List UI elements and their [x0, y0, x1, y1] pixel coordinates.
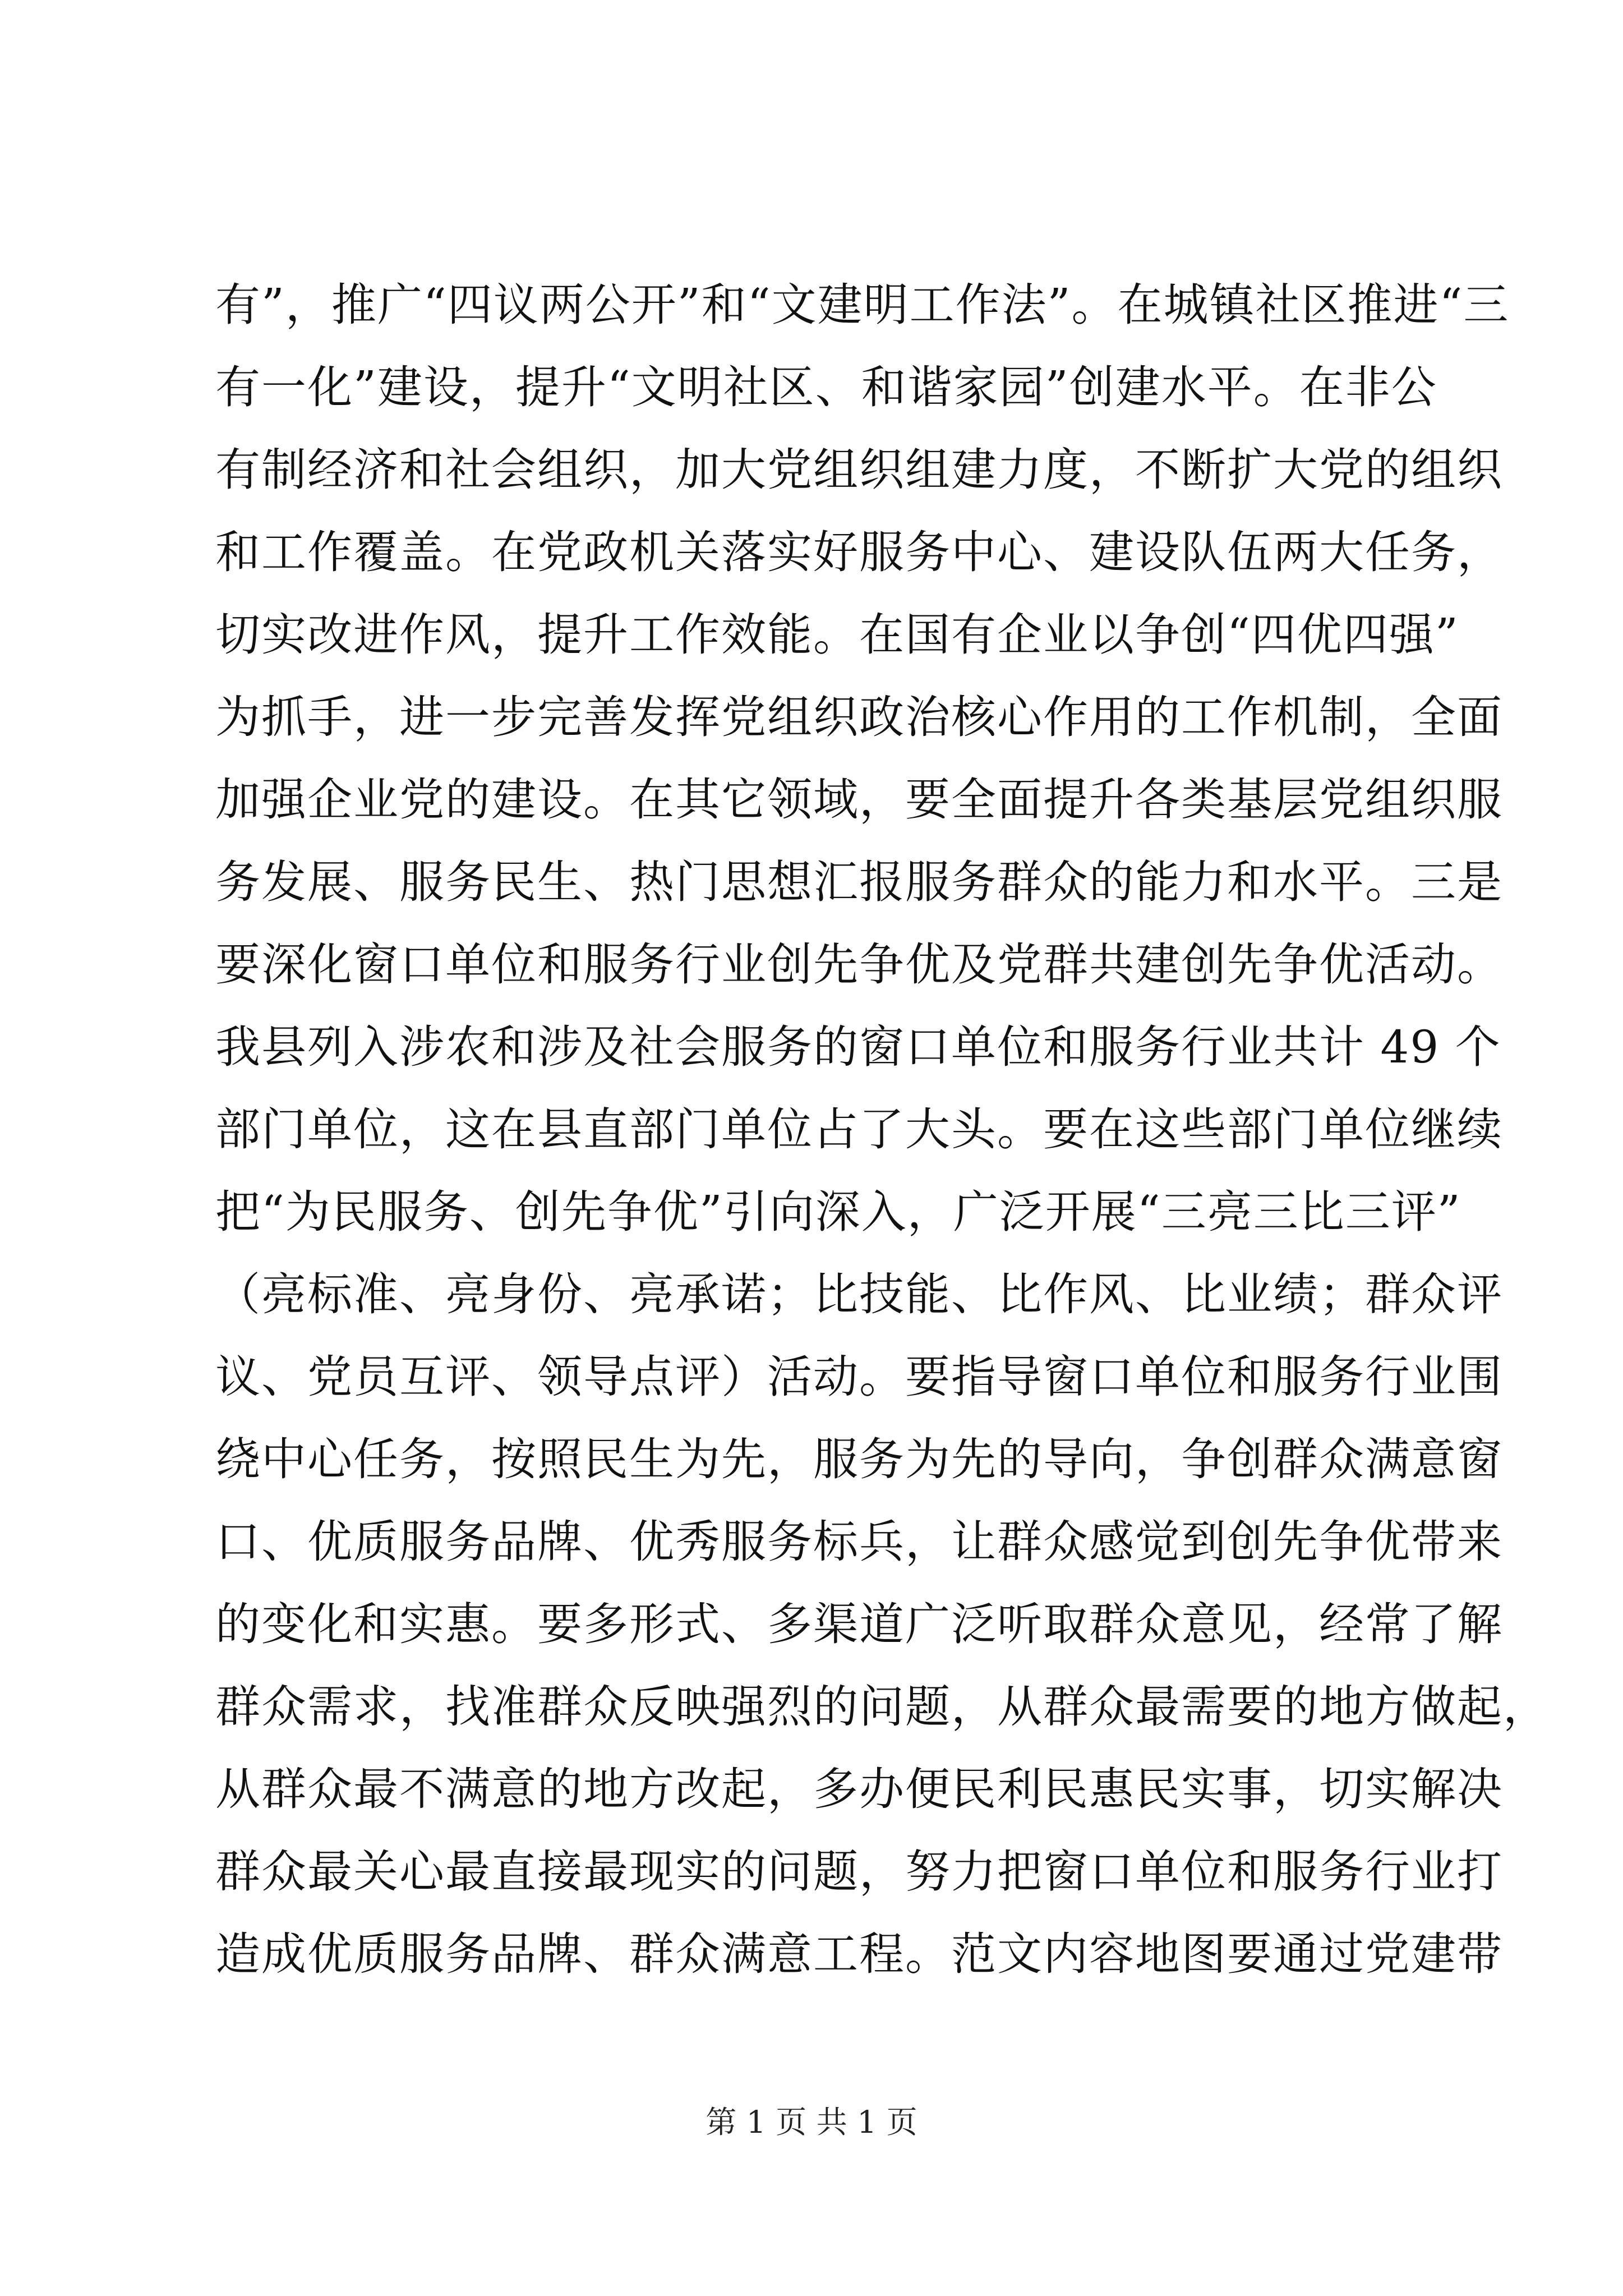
- text-line: 群众需求，找准群众反映强烈的问题，从群众最需要的地方做起，: [215, 1681, 1549, 1733]
- text-line: 我县列入涉农和涉及社会服务的窗口单位和服务行业共计 49 个: [215, 1021, 1501, 1073]
- text-line: 部门单位，这在县直部门单位占了大头。要在这些部门单位继续: [215, 1103, 1503, 1156]
- text-line: 有”，推广“四议两公开”和“文建明工作法”。在城镇社区推进“三: [215, 279, 1510, 331]
- text-line: 和工作覆盖。在党政机关落实好服务中心、建设队伍两大任务，: [215, 526, 1503, 578]
- text-line: 造成优质服务品牌、群众满意工程。范文内容地图要通过党建带: [215, 1928, 1503, 1980]
- body-text: [215, 264, 1549, 1995]
- text-line: 要深化窗口单位和服务行业创先争优及党群共建创先争优活动。: [215, 938, 1503, 991]
- text-line: 有一化”建设，提升“文明社区、和谐家园”创建水平。在非公: [215, 361, 1437, 413]
- text-line: 把“为民服务、创先争优”引向深入，广泛开展“三亮三比三评”: [215, 1186, 1461, 1238]
- text-line: 为抓手，进一步完善发挥党组织政治核心作用的工作机制，全面: [215, 691, 1503, 743]
- text-line: 切实改进作风，提升工作效能。在国有企业以争创“四优四强”: [215, 609, 1459, 661]
- text-line: 加强企业党的建设。在其它领域，要全面提升各类基层党组织服: [215, 774, 1503, 826]
- text-line: 的变化和实惠。要多形式、多渠道广泛听取群众意见，经常了解: [215, 1598, 1503, 1650]
- text-line: 群众最关心最直接最现实的问题，努力把窗口单位和服务行业打: [215, 1846, 1503, 1898]
- text-line: 从群众最不满意的地方改起，多办便民利民惠民实事，切实解决: [215, 1763, 1503, 1815]
- text-line: 务发展、服务民生、热门思想汇报服务群众的能力和水平。三是: [215, 856, 1503, 908]
- text-line: 有制经济和社会组织，加大党组织组建力度，不断扩大党的组织: [215, 444, 1503, 496]
- text-line: （亮标准、亮身份、亮承诺；比技能、比作风、比业绩；群众评: [215, 1268, 1503, 1320]
- text-line: 议、党员互评、领导点评）活动。要指导窗口单位和服务行业围: [215, 1351, 1503, 1403]
- text-line: 绕中心任务，按照民生为先，服务为先的导向，争创群众满意窗: [215, 1433, 1503, 1485]
- page-footer: 第 1 页 共 1 页: [706, 2104, 917, 2140]
- text-line: 口、优质服务品牌、优秀服务标兵，让群众感觉到创先争优带来: [215, 1516, 1503, 1568]
